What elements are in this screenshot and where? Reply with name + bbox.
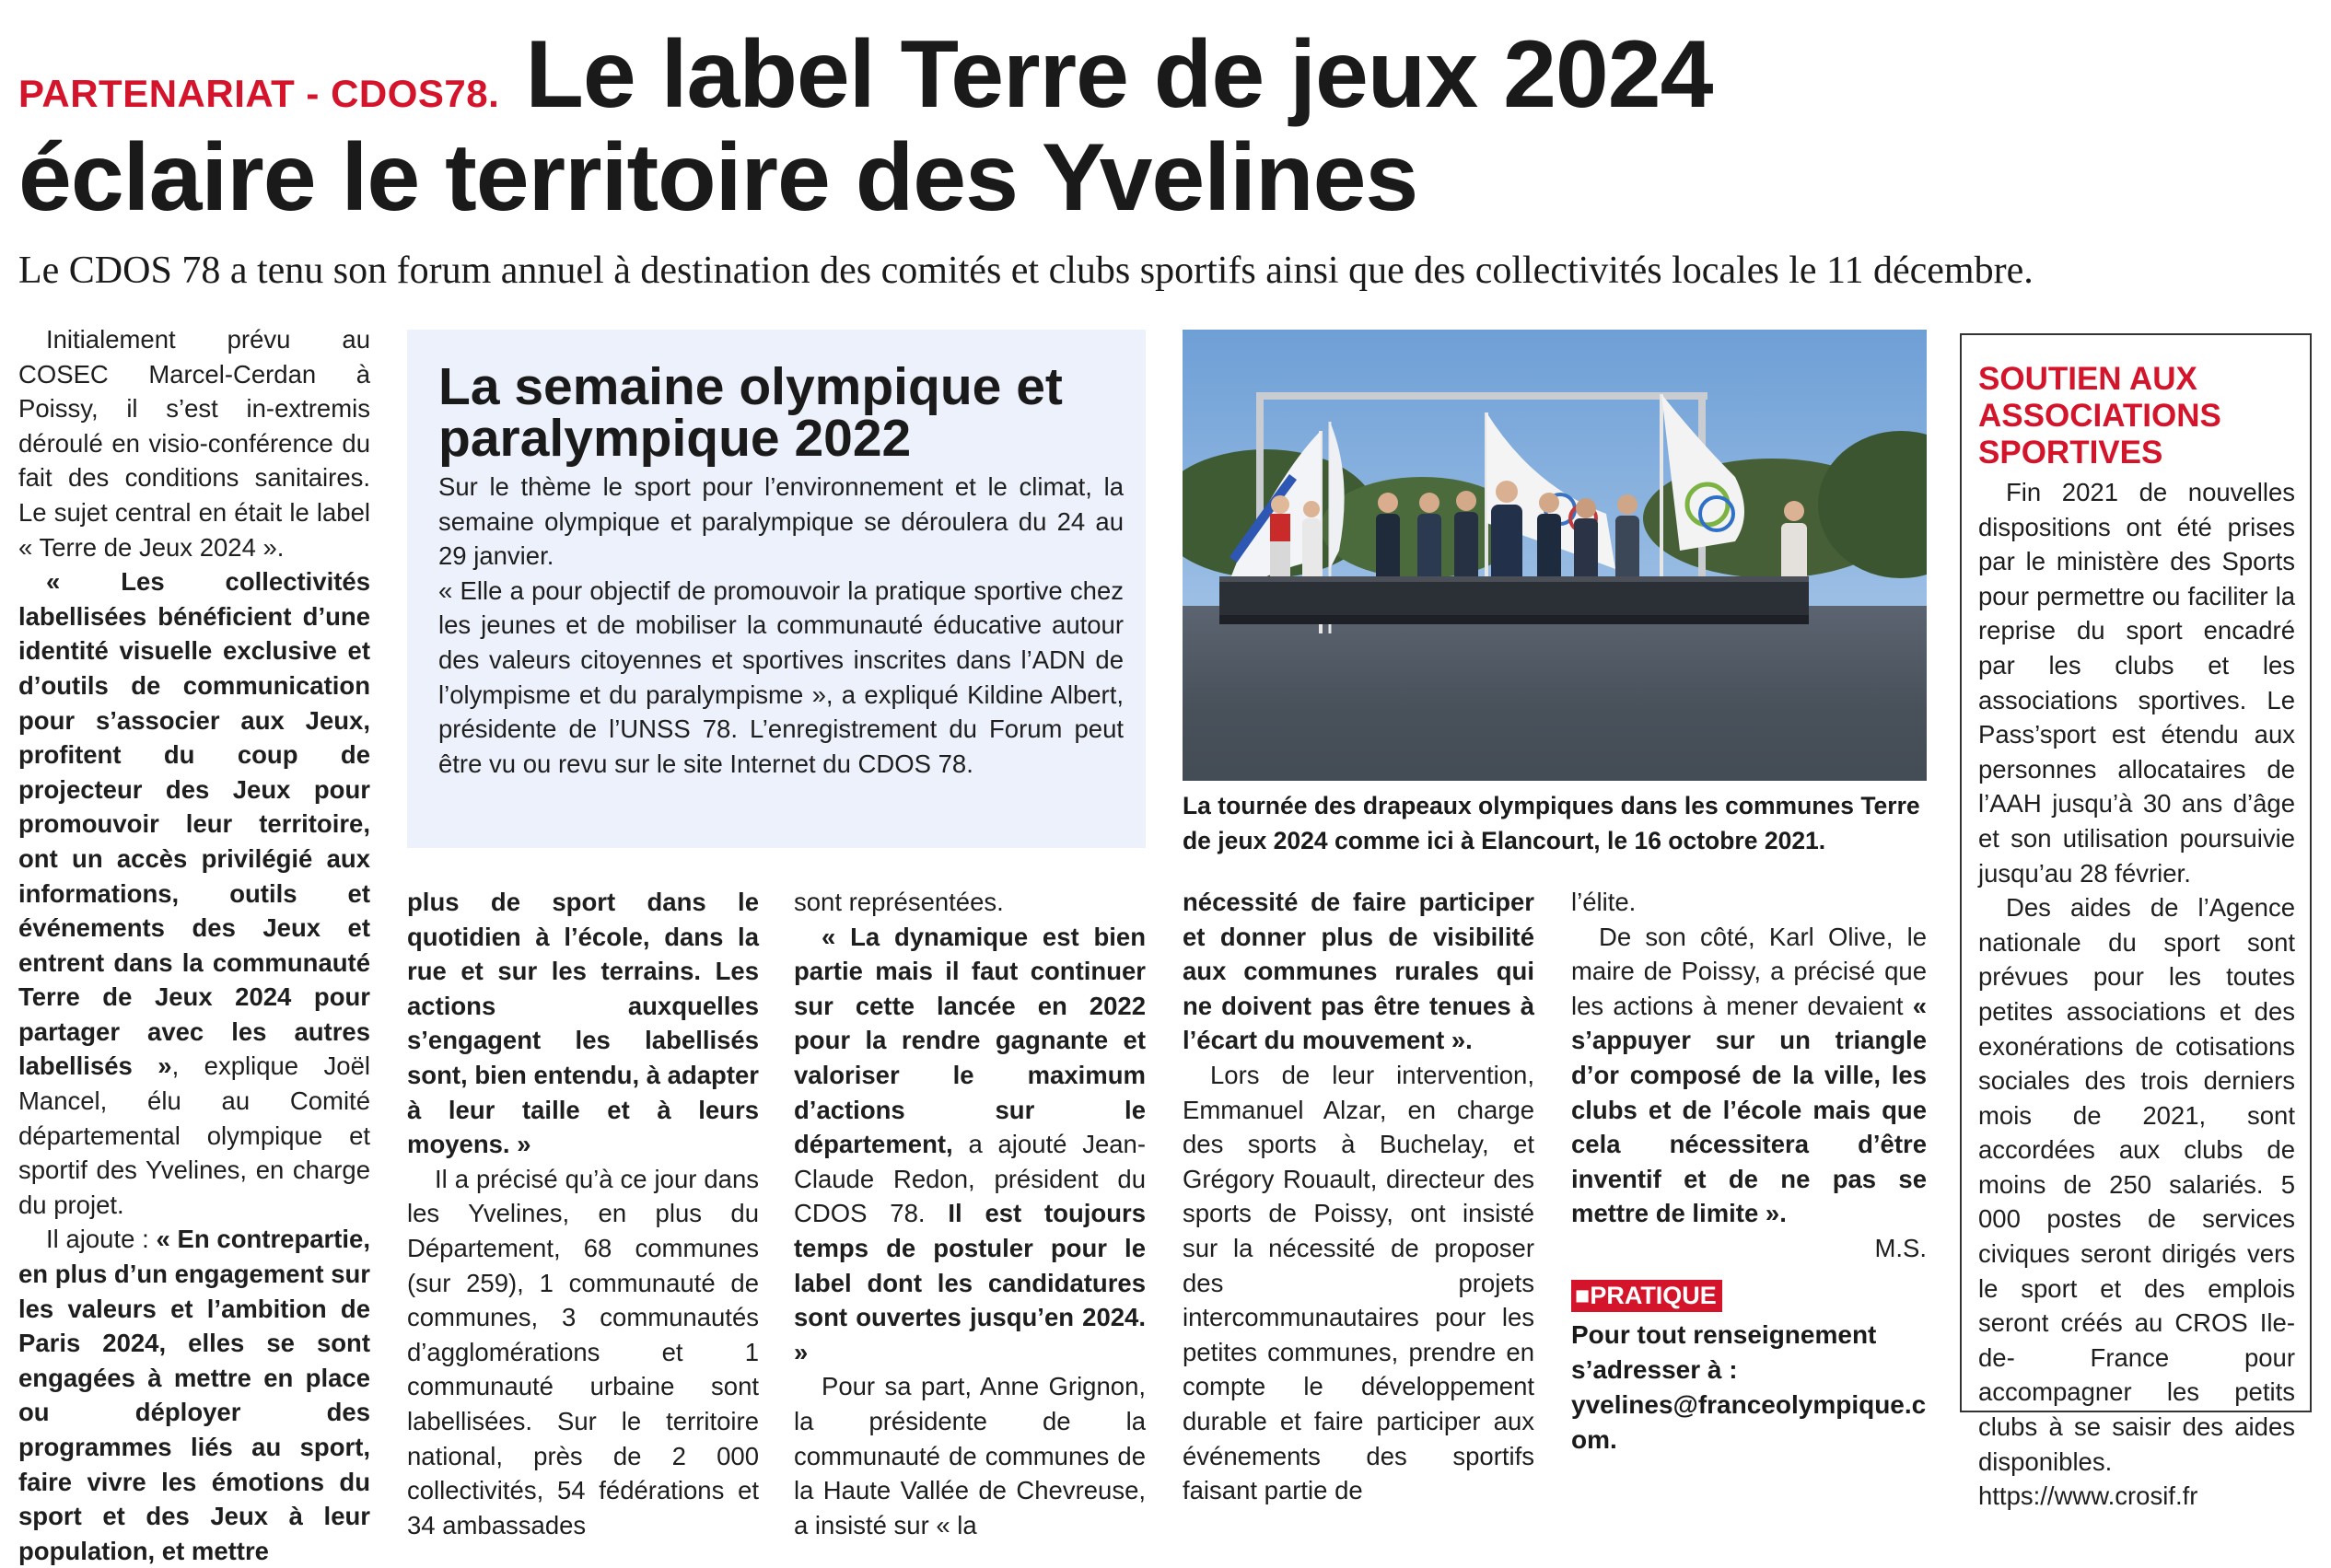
headline	[18, 21, 2312, 231]
col3-para-1: sont représentées.	[794, 888, 1004, 916]
col1-para-1: Initialement prévu au COSEC Marcel-Cerdan à Poissy, il s’est in-extremis déroulé en visio-conférence du fait des conditions sanitaires. Le sujet central en était le label « Terre de Jeux 2024 ».	[18, 325, 370, 562]
title-line-2: éclaire le territoire des Yvelines	[18, 124, 1418, 231]
col5-para-2	[1571, 920, 1927, 1231]
pratique-text: Pour tout renseignement s’adresser à : yvelines@franceolympique.com.	[1571, 1320, 1927, 1454]
col3-quote-2: Il est toujours temps de postuler pour le label dont les candidatures sont ouvertes jusqu’en 2024. »	[794, 1199, 1147, 1366]
info-box	[407, 330, 1146, 848]
box-para-2: « Elle a pour objectif de promouvoir la pratique sportive chez les jeunes et de mobiliser la communauté éducative autour des valeurs citoyennes et sportives inscrites dans l’ADN de l’olympisme et du paralympisme », a expliqué Kildine Albert, présidente de l’UNSS 78. L’enregistrement du Forum peut être vu ou revu sur le site Internet du CDOS 78.	[438, 575, 1124, 778]
photo-caption: La tournée des drapeaux olympiques dans les communes Terre de jeux 2024 comme ici à Elancourt, le 16 octobre 2021.	[1183, 792, 1920, 854]
col1-para-3	[18, 1222, 370, 1568]
box-title: La semaine olympique et paralympique 2022	[438, 357, 1063, 468]
pratique-label: PRATIQUE	[1590, 1282, 1717, 1309]
column-5	[1571, 885, 1927, 1266]
photo-illustration	[1183, 330, 1927, 781]
col3-quote-1: « La dynamique est bien partie mais il faut continuer sur cette lancée en 2022 pour la rendre gagnante et valoriser le maximum d’actions sur le département,	[794, 922, 1146, 1159]
sidebar-para-2: Des aides de l’Agence nationale du sport sont prévues pour les toutes petites associations et des exonérations de cotisations sociales des trois derniers mois de 2021, sont accordées aux clubs de moins de 250 salariés. 5 000 postes de services civiques seront dirigés vers le sport et des emplois seront créés au CROS Ile-de- France pour accompagner les petits clubs à se saisir des aides disponibles. https://www.crosif.fr	[1978, 893, 2295, 1511]
col5-intro: De son côté, Karl Olive, le maire de Poissy, a précisé que les actions à mener devaient	[1571, 922, 1927, 1020]
col1-attribution: , explique Joël Mancel, élu au Comité départemental olympique et sportif des Yvelines, en charge du projet.	[18, 1051, 371, 1219]
col5-quote: « s’appuyer sur un triangle d’or composé de la ville, les clubs et de l’école mais que cela nécessitera d’être inventif et de ne pas se mettre de limite ».	[1571, 991, 1927, 1228]
pratique-block	[1571, 1280, 1927, 1458]
col1-quote-1: « Les collectivités labellisées bénéficient d’une identité visuelle exclusive et d’outils de communication pour s’associer aux Jeux, profitent du coup de projecteur des Jeux pour promouvoir leur territoire, ont un accès privilégié aux informations, outils et événements des Jeux et entrent dans la communauté Terre de Jeux 2024 pour partager avec les autres labellisés »	[18, 567, 370, 1081]
col2-para-2: Il a précisé qu’à ce jour dans les Yvelines, en plus du Département, 68 communes (sur 259), 1 communauté de communes, 3 communautés d’agglomérations et 1 communauté urbaine sont labellisées. Sur le territoire national, près de 2 000 collectivités, 54 fédérations et 34 ambassades	[407, 1164, 759, 1539]
lead-paragraph: Le CDOS 78 a tenu son forum annuel à destination des comités et clubs sportifs ainsi que des collectivités locales le 11 décembre.	[18, 250, 2034, 292]
column-2	[407, 885, 759, 1542]
column-1	[18, 322, 370, 1568]
headline-row-1	[18, 21, 2312, 128]
col3-attribution: a ajouté Jean-Claude Redon, président du CDOS 78.	[794, 1130, 1146, 1228]
col4-para-2: Lors de leur intervention, Emmanuel Alzar, en charge des sports à Buchelay, et Grégory Rouault, directeur des sports de Poissy, ont insisté sur la nécessité de proposer des projets intercommunautaires pour les petites communes, prendre en compte le développement durable et faire participer aux événements des sportifs faisant partie de	[1183, 1060, 1534, 1505]
event-photo	[1183, 330, 1927, 781]
col2-quote: plus de sport dans le quotidien à l’école, dans la rue et sur les terrains. Les actions auxquelles s’engagent les labellisés sont, bien entendu, à adapter à leur taille et à leurs moyens. »	[407, 888, 759, 1159]
sidebar-body	[1978, 475, 2295, 1514]
col1-intro: Il ajoute :	[46, 1225, 157, 1254]
col4-quote: nécessité de faire participer et donner plus de visibilité aux communes rurales qui ne doivent pas être tenues à l’écart du mouvement ».	[1183, 888, 1534, 1055]
col1-para-2	[18, 564, 370, 1222]
sidebar-para-1: Fin 2021 de nouvelles dispositions ont été prises par le ministère des Sports pour permettre ou faciliter la reprise du sport encadré par les clubs et les associations sportives. Le Pass’sport est étendu aux personnes allocataires de l’AAH jusqu’à 30 ans d’âge et son utilisation poursuivie jusqu’au 28 février.	[1978, 478, 2295, 888]
sidebar-box	[1960, 333, 2312, 1511]
kicker: PARTENARIAT - CDOS78.	[18, 72, 500, 115]
col1-quote-2: « En contrepartie, en plus d’un engagement sur les valeurs et l’ambition de Paris 2024, elles se sont engagées à mettre en place ou déployer des programmes liés au sport, faire vivre les émotions du sport et des Jeux à leur population, et mettre	[18, 1225, 370, 1565]
column-4	[1183, 885, 1534, 1508]
pratique-tag: ■PRATIQUE	[1571, 1280, 1722, 1312]
column-3	[794, 885, 1146, 1542]
box-para-1: Sur le thème le sport pour l’environnement et le climat, la semaine olympique et paralympique se déroulera du 24 au 29 janvier.	[438, 472, 1124, 571]
box-body	[438, 470, 1124, 781]
col3-para-2	[794, 920, 1146, 1370]
sidebar-title: SOUTIEN AUX ASSOCIATIONS SPORTIVES	[1978, 361, 2221, 470]
col5-para-1: l’élite.	[1571, 888, 1637, 916]
title-line-1: Le label Terre de jeux 2024	[525, 21, 1713, 128]
signature: M.S.	[1874, 1233, 1927, 1262]
col3-para-3: Pour sa part, Anne Grignon, la présidente de la communauté de communes de la Haute Vallée de Chevreuse, a insisté sur « la	[794, 1372, 1146, 1539]
